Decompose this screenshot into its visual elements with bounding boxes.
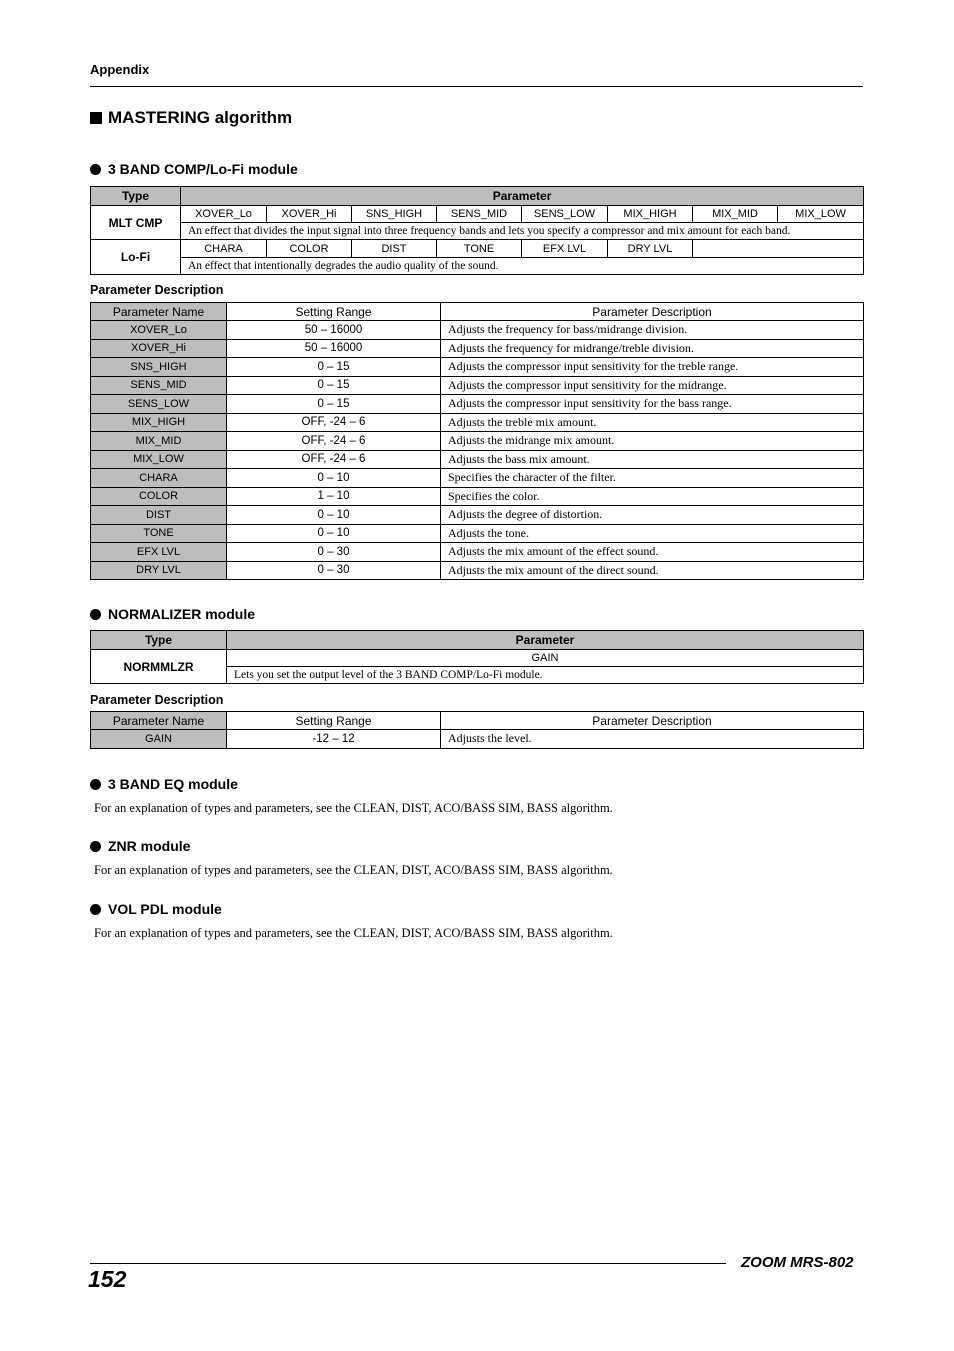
col-setting-range: Setting Range: [227, 303, 441, 321]
page-title-text: MASTERING algorithm: [108, 108, 293, 127]
table-row: [91, 524, 864, 543]
znr-module-heading-text: ZNR module: [108, 838, 191, 854]
table-row: [91, 339, 864, 358]
param-name-cell: CHARA: [91, 469, 227, 488]
param-name-cell: EFX LVL: [91, 543, 227, 562]
setting-range-cell: -12 – 12: [227, 730, 441, 749]
param-cell: DIST: [352, 240, 437, 258]
param-name-cell: MIX_HIGH: [91, 413, 227, 432]
vol-module-heading-text: VOL PDL module: [108, 901, 222, 917]
setting-range-cell: 50 – 16000: [227, 321, 441, 340]
type-header: Type: [91, 187, 181, 206]
normmlzr-description: Lets you set the output level of the 3 BAND COMP/Lo-Fi module.: [227, 667, 864, 684]
top-rule: [90, 86, 863, 87]
param-cell: SENS_LOW: [522, 206, 608, 223]
col-param-desc: Parameter Description: [441, 303, 864, 321]
param-cell: GAIN: [227, 650, 864, 667]
table-row: [91, 413, 864, 432]
bullet-icon: [90, 164, 101, 175]
param-desc-cell: Adjusts the treble mix amount.: [441, 413, 864, 432]
eq-module-heading: [90, 776, 238, 792]
param-name-cell: GAIN: [91, 730, 227, 749]
table-row: [91, 487, 864, 506]
eq-module-text: For an explanation of types and parameters, see the CLEAN, DIST, ACO/BASS SIM, BASS algorithm.: [94, 801, 613, 815]
bottom-rule: [90, 1263, 726, 1264]
param-name-cell: MIX_LOW: [91, 450, 227, 469]
norm-type-table: [90, 630, 864, 684]
table-row: [91, 543, 864, 562]
bullet-icon: [90, 904, 101, 915]
bullet-icon: [90, 609, 101, 620]
param-desc-cell: Adjusts the midrange mix amount.: [441, 432, 864, 451]
param-desc-cell: Adjusts the compressor input sensitivity for the treble range.: [441, 358, 864, 377]
table-row: [91, 561, 864, 580]
col-setting-range: Setting Range: [227, 712, 441, 730]
param-cell: CHARA: [181, 240, 267, 258]
setting-range-cell: 0 – 10: [227, 506, 441, 525]
setting-range-cell: 0 – 10: [227, 469, 441, 488]
type-mlt-cmp: MLT CMP: [91, 206, 181, 240]
table-row: [91, 321, 864, 340]
setting-range-cell: OFF, -24 – 6: [227, 432, 441, 451]
type-normmlzr: NORMMLZR: [91, 650, 227, 684]
param-cell: DRY LVL: [608, 240, 693, 258]
table-row: [91, 450, 864, 469]
param-cell: MIX_HIGH: [608, 206, 693, 223]
type-lo-fi: Lo-Fi: [91, 240, 181, 275]
param-cell: SENS_MID: [437, 206, 522, 223]
col-param-name: Parameter Name: [91, 712, 227, 730]
brand-label: ZOOM MRS-802: [741, 1254, 854, 1271]
param-name-cell: MIX_MID: [91, 432, 227, 451]
table-row: [91, 469, 864, 488]
param-name-cell: SNS_HIGH: [91, 358, 227, 377]
param-cell: TONE: [437, 240, 522, 258]
param-name-cell: TONE: [91, 524, 227, 543]
norm-module-heading: [90, 606, 255, 622]
setting-range-cell: 0 – 10: [227, 524, 441, 543]
table-row: [91, 376, 864, 395]
param-desc-cell: Adjusts the compressor input sensitivity for the midrange.: [441, 376, 864, 395]
table-row: [91, 730, 864, 749]
norm-param-table: [90, 711, 864, 749]
table-row: [91, 395, 864, 414]
setting-range-cell: 50 – 16000: [227, 339, 441, 358]
comp-param-heading: Parameter Description: [90, 283, 224, 297]
comp-type-table: [90, 186, 864, 275]
param-name-cell: SENS_LOW: [91, 395, 227, 414]
param-desc-cell: Adjusts the frequency for bass/midrange division.: [441, 321, 864, 340]
comp-module-heading-text: 3 BAND COMP/Lo-Fi module: [108, 161, 298, 177]
param-desc-cell: Adjusts the degree of distortion.: [441, 506, 864, 525]
param-cell: COLOR: [267, 240, 352, 258]
param-cell: XOVER_Lo: [181, 206, 267, 223]
setting-range-cell: 0 – 15: [227, 358, 441, 377]
param-name-cell: XOVER_Lo: [91, 321, 227, 340]
param-cell: MIX_LOW: [778, 206, 864, 223]
comp-param-table: [90, 302, 864, 580]
param-desc-cell: Specifies the character of the filter.: [441, 469, 864, 488]
param-name-cell: COLOR: [91, 487, 227, 506]
mlt-cmp-description: An effect that divides the input signal into three frequency bands and lets you specify a compressor and mix amount for each band.: [181, 223, 864, 240]
param-desc-cell: Adjusts the compressor input sensitivity for the bass range.: [441, 395, 864, 414]
table-row: [91, 432, 864, 451]
setting-range-cell: 1 – 10: [227, 487, 441, 506]
param-desc-cell: Adjusts the bass mix amount.: [441, 450, 864, 469]
col-param-name: Parameter Name: [91, 303, 227, 321]
col-param-desc: Parameter Description: [441, 712, 864, 730]
comp-module-heading: [90, 161, 298, 177]
param-desc-cell: Adjusts the mix amount of the direct sound.: [441, 561, 864, 580]
param-desc-cell: Adjusts the frequency for midrange/treble division.: [441, 339, 864, 358]
type-header: Type: [91, 631, 227, 650]
lo-fi-description: An effect that intentionally degrades the audio quality of the sound.: [181, 258, 864, 275]
section-label: Appendix: [90, 62, 150, 77]
param-desc-cell: Adjusts the tone.: [441, 524, 864, 543]
param-desc-cell: Adjusts the mix amount of the effect sound.: [441, 543, 864, 562]
vol-module-heading: [90, 901, 222, 917]
parameter-header: Parameter: [227, 631, 864, 650]
setting-range-cell: 0 – 30: [227, 561, 441, 580]
vol-module-text: For an explanation of types and parameters, see the CLEAN, DIST, ACO/BASS SIM, BASS algorithm.: [94, 926, 613, 940]
param-cell: MIX_MID: [693, 206, 778, 223]
znr-module-text: For an explanation of types and parameters, see the CLEAN, DIST, ACO/BASS SIM, BASS algorithm.: [94, 863, 613, 877]
param-desc-cell: Adjusts the level.: [441, 730, 864, 749]
param-name-cell: SENS_MID: [91, 376, 227, 395]
setting-range-cell: 0 – 15: [227, 376, 441, 395]
param-cell: XOVER_Hi: [267, 206, 352, 223]
parameter-header: Parameter: [181, 187, 864, 206]
param-cell: EFX LVL: [522, 240, 608, 258]
param-cell: SNS_HIGH: [352, 206, 437, 223]
table-row: [91, 358, 864, 377]
empty-cell: [693, 240, 864, 258]
square-bullet-icon: [90, 112, 102, 124]
eq-module-heading-text: 3 BAND EQ module: [108, 776, 238, 792]
setting-range-cell: OFF, -24 – 6: [227, 450, 441, 469]
setting-range-cell: 0 – 15: [227, 395, 441, 414]
table-row: [91, 506, 864, 525]
norm-module-heading-text: NORMALIZER module: [108, 606, 255, 622]
setting-range-cell: 0 – 30: [227, 543, 441, 562]
param-name-cell: DIST: [91, 506, 227, 525]
norm-param-heading: Parameter Description: [90, 693, 224, 707]
bullet-icon: [90, 841, 101, 852]
param-name-cell: XOVER_Hi: [91, 339, 227, 358]
bullet-icon: [90, 779, 101, 790]
setting-range-cell: OFF, -24 – 6: [227, 413, 441, 432]
param-desc-cell: Specifies the color.: [441, 487, 864, 506]
page-number: 152: [88, 1266, 127, 1292]
znr-module-heading: [90, 838, 190, 854]
param-name-cell: DRY LVL: [91, 561, 227, 580]
page-title: [90, 108, 292, 128]
